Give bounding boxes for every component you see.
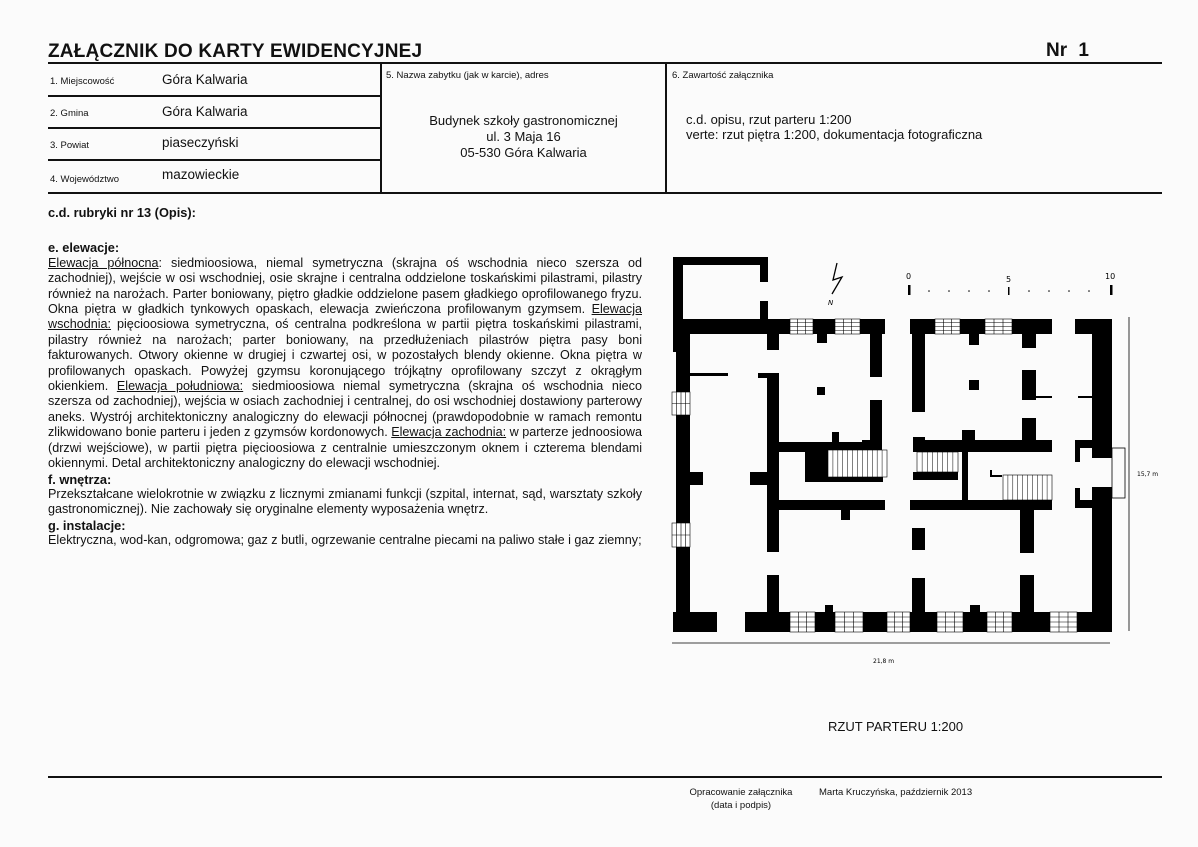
window [937,612,963,632]
north-label: N [828,299,834,307]
divider [48,776,1162,778]
walls [673,257,1112,632]
footer-label [680,786,802,812]
field-label: 4. Województwo [50,174,119,185]
field-label: 3. Powiat [50,140,90,151]
contents-line-1: c.d. opisu, rzut parteru 1:200 [686,112,852,127]
scale-dot [928,290,930,292]
monument-street: ul. 3 Maja 16 [486,129,561,144]
window [790,319,813,334]
east-elevation-text: pięcioosiowa symetryczna, oś centralna podkreślona w partii piętra toskańskimi pilastrami, pilastry również na narożach; parter boniowany, na przedłużeniach pilastrów piętra pasy boni fakturowanych. Otwory okienne w drugiej i czwartej osi, w pozostałych blendy okienne. Okna piętra w profilowanych opaskach. Powyżej gzymsu koronującego trójkątny oprofilowany szczyt z okrągłym okienkiem. [48,317,642,394]
window [790,612,815,632]
scale-dot [988,290,990,292]
footer-label-line: (data i podpis) [710,800,772,811]
window [835,612,863,632]
monument-name: Budynek szkoły gastronomicznej [429,113,618,128]
staircase [828,450,887,477]
window [985,319,1012,334]
south-elevation-label: Elewacja południowa: [116,379,244,394]
contents-line-2: verte: rzut piętra 1:200, dokumentacja fotograficzna [686,127,983,142]
north-elevation-label: Elewacja północna [48,255,159,270]
field-label: 1. Miejscowość [50,76,115,87]
scale-dot [948,290,950,292]
height-label: 15,7 m [1137,471,1159,478]
document-title: ZAŁĄCZNIK DO KARTY EWIDENCYJNEJ [48,41,423,62]
monument-city: 05-530 Góra Kalwaria [460,145,587,160]
staircase [917,452,958,472]
width-label: 21,8 m [873,658,895,665]
installations-text: Elektryczna, wod-kan, odgromowa; gaz z butli, ogrzewanie centralne piecami na paliwo stałe i gaz ziemny; [48,533,642,548]
staircase [1003,475,1052,500]
window [887,612,910,632]
scale-label: 10 [1105,272,1116,281]
divider [48,159,380,161]
installations-heading: g. instalacje: [48,517,126,533]
scale-dot [1088,290,1090,292]
field-value: piaseczyński [162,135,239,150]
field-value: mazowieckie [162,167,240,182]
divider [48,62,1162,64]
footer-label-line: Opracowanie załącznika [689,787,793,798]
plan-caption: RZUT PARTERU 1:200 [828,719,964,734]
scale-dot [1028,290,1030,292]
divider [48,127,380,129]
monument-label: 5. Nazwa zabytku (jak w karcie), adres [386,70,549,81]
divider [48,95,380,97]
east-elevation-label: Elewacja wschodnia: [48,302,642,332]
scale-dot [1068,290,1070,292]
south-elevation-text: siedmioosiowa niemal symetryczna (skrajna oś wschodnia nieco szersza od zachodniej), wejścia w osiach zachodniej i centralnej, do osi wschodniej dostawiony parterowy aneks. Wystrój architektoniczny analogiczny do elewacji północnej (prawdopodobnie w ramach remontu zlikwidowano bonie parteru i jeden z gzymsów kordonowych. [48,379,642,440]
interiors-text: Przekształcane wielokrotnie w związku z licznymi zmianami funkcji (szpital, internat, sąd, warsztaty szkoły gastronomicznej). Nie zachowały się oryginalne elementy wyposażenia wnętrz. [48,486,642,517]
field-label: 2. Gmina [50,108,89,119]
window [987,612,1012,632]
floor-plan [660,250,1180,690]
west-elevation-text: w parterze jednoosiowa (drzwi wejściowe), w partii piętra pięcioosiowa z centralnie umieszczonym oknem i czterema blendami okiennymi. Detal architektoniczny analogiczny do elewacji wschodniej. [48,425,642,471]
section-heading: c.d. rubryki nr 13 (Opis): [48,205,196,220]
scale-bar [906,272,1115,295]
divider [665,62,667,194]
north-arrow-icon [828,263,842,307]
footer-author: Marta Kruczyńska, październik 2013 [819,787,973,798]
contents-label: 6. Zawartość załącznika [672,70,774,81]
window [672,392,690,415]
window [672,523,690,547]
scale-label: 0 [906,272,912,281]
scale-label: 5 [1006,275,1012,284]
divider [48,192,1162,194]
porch-outline [1112,448,1125,498]
elevations-text [48,256,642,472]
field-value: Góra Kalwaria [162,72,248,87]
window [935,319,960,334]
window [835,319,860,334]
scale-dot [968,290,970,292]
description-body [48,205,642,549]
window [1050,612,1077,632]
scale-dot [1048,290,1050,292]
field-value: Góra Kalwaria [162,104,248,119]
west-elevation-label: Elewacja zachodnia: [391,425,507,440]
north-elevation-text: : siedmioosiowa, niemal symetryczna (skrajna oś wschodnia nieco szersza od zachodniej), wejście w osi wschodniej, osie skrajne i centralna oddzielone toskańskimi pilastrami, pilastry również na narożach. Parter boniowany, piętro gładkie oddzielone pasem gładkiego oprofilowanego fryzu. Okna piętra w gładkich tynkowych opaskach, elewacja zwieńczona profilowanym gzymsem. [48,255,642,317]
attachment-number: Nr 1 [1046,40,1089,61]
interiors-heading: f. wnętrza: [48,471,112,487]
elevations-heading: e. elewacje: [48,240,120,256]
